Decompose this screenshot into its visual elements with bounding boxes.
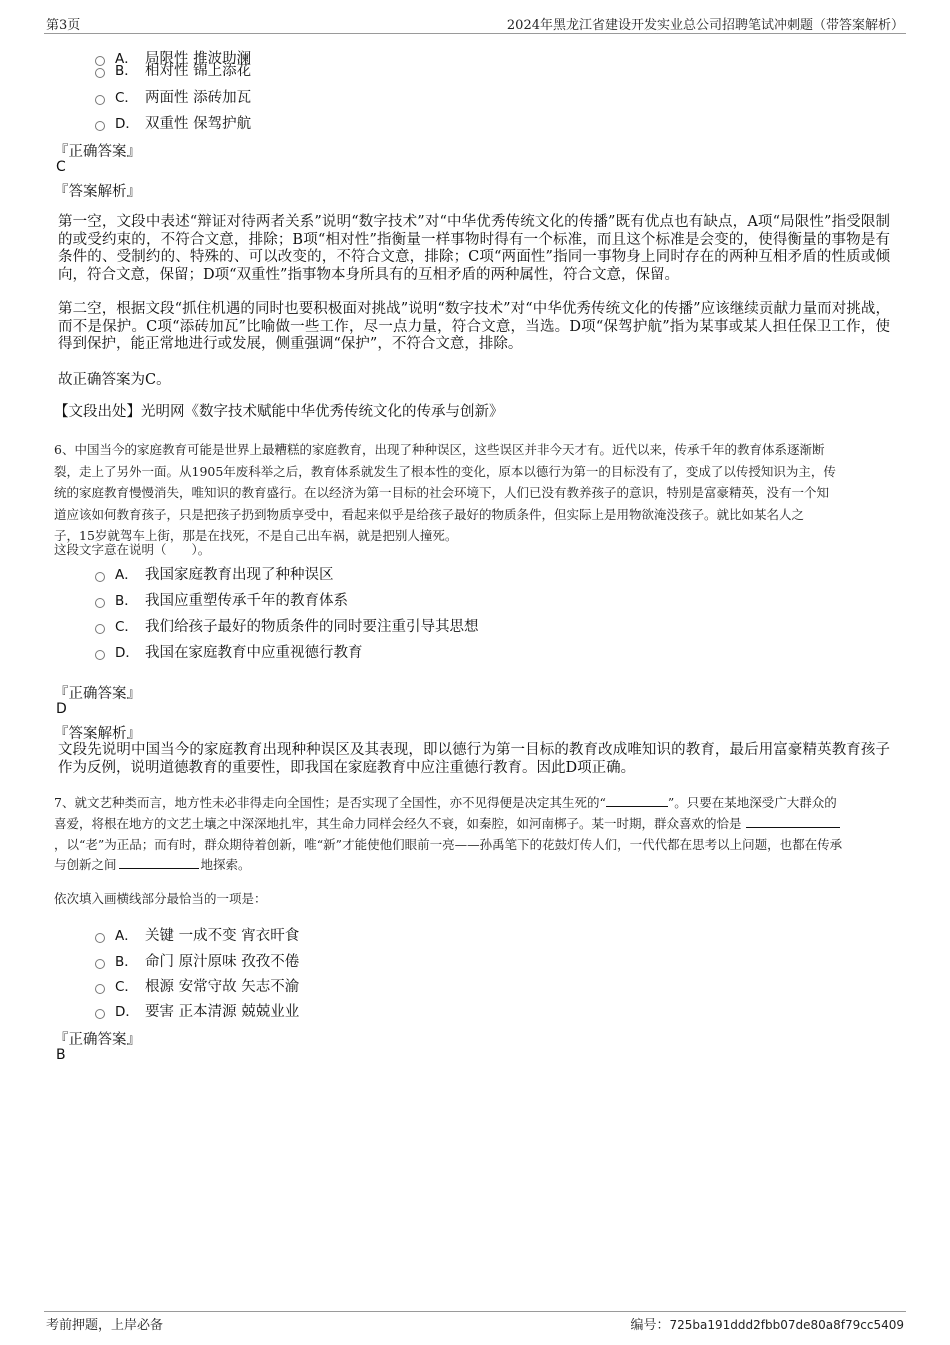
option-text: 要害 正本清源 兢兢业业 xyxy=(145,1004,300,1020)
radio-icon[interactable] xyxy=(95,959,105,969)
q5-analysis-paragraph-2: 第二空，根据文段“抓住机遇的同时也要积极面对挑战”说明“数字技术”对“中华优秀传统文化的传播”应该继续贡献力量而对挑战，而不是保护。C项“添砖加瓦”比喻做一些工作，尽一点力量，符合文意，当选。D项“保驾护航”指为某事或某人担任保卫工作，使得到保护，能正常地进行或发展，侧重强调“保护”，不符合文意，排除。 xyxy=(58,301,890,352)
page-number: 第3页 xyxy=(46,18,81,33)
q6-answer: D xyxy=(56,701,67,717)
q7-option-b[interactable]: B． 命门 原汁原味 孜孜不倦 xyxy=(95,950,299,972)
q6-analysis-label: 『答案解析』 xyxy=(54,726,141,742)
q7-answer-label: 『正确答案』 xyxy=(54,1032,141,1048)
q6-stem xyxy=(54,439,894,547)
radio-icon[interactable] xyxy=(95,933,105,943)
radio-icon[interactable] xyxy=(95,95,105,105)
option-text: 关键 一成不变 宵衣旰食 xyxy=(145,928,300,944)
option-text: 根源 安常守故 矢志不渝 xyxy=(145,979,300,995)
option-text: 相对性 锦上添花 xyxy=(145,63,252,79)
fill-blank-1[interactable] xyxy=(606,794,668,807)
q7-option-c[interactable]: C． 根源 安常守故 矢志不渝 xyxy=(95,975,299,997)
option-text: 命门 原汁原味 孜孜不倦 xyxy=(145,954,300,970)
radio-icon[interactable] xyxy=(95,598,105,608)
option-text: 我国在家庭教育中应重视德行教育 xyxy=(145,645,363,661)
document-title: 2024年黑龙江省建设开发实业总公司招聘笔试冲刺题（带答案解析） xyxy=(506,18,904,33)
q7-option-a[interactable]: A． 关键 一成不变 宵衣旰食 xyxy=(95,924,299,946)
q5-answer-label: 『正确答案』 xyxy=(54,144,141,160)
radio-icon[interactable] xyxy=(95,121,105,131)
radio-icon[interactable] xyxy=(95,68,105,78)
q6-option-c[interactable]: C． 我们给孩子最好的物质条件的同时要注重引导其思想 xyxy=(95,615,479,637)
q7-prompt: 依次填入画横线部分最恰当的一项是： xyxy=(54,891,267,906)
q5-analysis-paragraph-1: 第一空，文段中表述“辩证对待两者关系”说明“数字技术”对“中华优秀传统文化的传播”既有优点也有缺点，A项“局限性”指受限制的或受约束的，不符合文意，排除；B项“相对性”指衡量一样事物时得有一个标准，而且这个标准是会变的，使得衡量的事物是有条件的、受制约的、特殊的、可以改变的，不符合文意，排除；C项“两面性”指同一事物身上同时存在的两种互相矛盾的性质或倾向，符合文意，保留；D项“双重性”指事物本身所具有的互相矛盾的两种属性，符合文意，保留。 xyxy=(58,214,890,283)
q6-stem-line: 统的家庭教育慢慢消失，唯知识的教育盛行。在以经济为第一目标的社会环境下，人们已没有教养孩子的意识，特别是富豪精英，没有一个知 xyxy=(54,485,830,500)
q6-answer-label: 『正确答案』 xyxy=(54,686,141,702)
option-text: 我国应重塑传承千年的教育体系 xyxy=(145,593,348,609)
q6-stem-line: 子，15岁就驾车上街，那是在找死，不是自己出车祸，就是把别人撞死。 xyxy=(54,528,458,543)
q6-option-d[interactable]: D． 我国在家庭教育中应重视德行教育 xyxy=(95,641,363,663)
option-text: 两面性 添砖加瓦 xyxy=(145,90,252,106)
radio-icon[interactable] xyxy=(95,572,105,582)
q5-source: 【文段出处】光明网《数字技术赋能中华优秀传统文化的传承与创新》 xyxy=(54,404,504,420)
header-divider xyxy=(44,33,906,34)
footer-divider xyxy=(44,1311,906,1312)
radio-icon[interactable] xyxy=(95,650,105,660)
q5-option-b[interactable]: B． 相对性 锦上添花 xyxy=(95,59,251,81)
q6-option-a[interactable]: A． 我国家庭教育出现了种种误区 xyxy=(95,563,334,585)
q5-analysis-conclusion: 故正确答案为C。 xyxy=(58,372,171,388)
footer-slogan: 考前押题，上岸必备 xyxy=(46,1318,164,1333)
option-text: 双重性 保驾护航 xyxy=(145,116,252,132)
q7-stem-line-2: 喜爱，将根在地方的文艺土壤之中深深地扎牢，其生命力同样会经久不衰，如秦腔，如河南梆子。某一时期，群众喜欢的恰是 xyxy=(54,814,840,832)
q6-stem-line: 6、中国当今的家庭教育可能是世界上最糟糕的家庭教育，出现了种种误区，这些误区并非今天才有。近代以来，传承千年的教育体系逐渐断 xyxy=(54,442,825,457)
q7-stem-line-4: 与创新之间 地探索。 xyxy=(54,857,251,872)
fill-blank-2[interactable] xyxy=(746,815,840,828)
q7-option-d[interactable]: D． 要害 正本清源 兢兢业业 xyxy=(95,1000,299,1022)
radio-icon[interactable] xyxy=(95,984,105,994)
q7-stem-line-3: ，以“老”为正品；而有时，群众期待着创新，唯“新”才能使他们眼前一亮——孙禹笔下的花鼓灯传人们，一代代都在思考以上问题，也都在传承 xyxy=(54,837,843,852)
q6-stem-line: 裂，走上了另外一面。从1905年废科举之后，教育体系就发生了根本性的变化，原本以德行为第一的目标没有了，变成了以传授知识为主，传 xyxy=(54,463,836,479)
q5-analysis-label: 『答案解析』 xyxy=(54,184,141,200)
option-text: 我国家庭教育出现了种种误区 xyxy=(145,567,334,583)
option-text: 局限性 推波助澜 xyxy=(145,51,252,67)
q5-option-a[interactable]: A． 局限性 推波助澜 xyxy=(95,47,251,69)
radio-icon[interactable] xyxy=(95,1009,105,1019)
fill-blank-3[interactable] xyxy=(119,856,199,869)
q7-stem-line-1: 7、就文艺种类而言，地方性未必非得走向全国性；是否实现了全国性，亦不见得便是决定其生死的“ ”。只要在某地深受广大群众的 xyxy=(54,795,837,810)
q5-answer: C xyxy=(56,159,66,175)
q6-prompt: 这段文字意在说明（ ）。 xyxy=(54,542,211,557)
q6-analysis: 文段先说明中国当今的家庭教育出现种种误区及其表现，即以德行为第一目标的教育改成唯知识的教育，最后用富豪精英教育孩子作为反例，说明道德教育的重要性，即我国在家庭教育中应注重德行教育。因此D项正确。 xyxy=(58,742,890,776)
q5-option-d[interactable]: D． 双重性 保驾护航 xyxy=(95,112,251,134)
option-text: 我们给孩子最好的物质条件的同时要注重引导其思想 xyxy=(145,619,479,635)
q6-option-b[interactable]: B． 我国应重塑传承千年的教育体系 xyxy=(95,589,348,611)
document-code: 编号：725ba191ddd2fbb07de80a8f79cc5409 xyxy=(630,1318,904,1333)
q6-stem-line: 道应该如何教育孩子，只是把孩子扔到物质享受中，看起来似乎是给孩子最好的物质条件，但实际上是用物欲淹没孩子。就比如某名人之 xyxy=(54,506,805,522)
q5-option-c[interactable]: C． 两面性 添砖加瓦 xyxy=(95,86,251,108)
radio-icon[interactable] xyxy=(95,624,105,634)
q7-answer: B xyxy=(56,1047,66,1063)
